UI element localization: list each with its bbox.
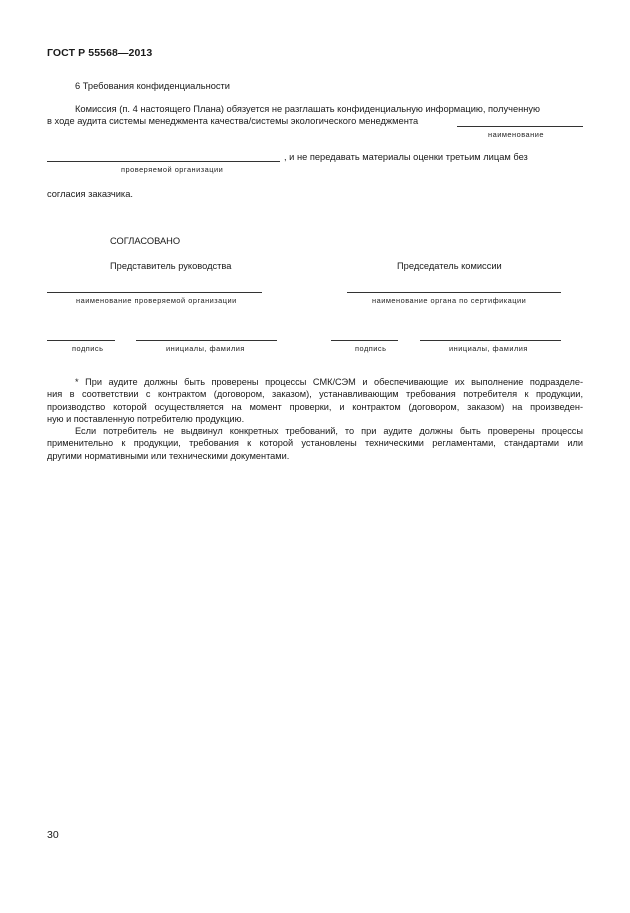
right-name-line xyxy=(420,340,561,341)
left-sign-line xyxy=(47,340,115,341)
footnote-line: * При аудите должны быть проверены процессы СМК/СЭМ и обеспечивающие их выполнение подразделе- xyxy=(75,377,583,387)
paragraph-line-2: в ходе аудита системы менеджмента качества/системы экологического менеджмента xyxy=(47,116,419,126)
footnote-line: ную и поставленную потребителю продукцию. xyxy=(47,413,245,424)
footnote-line: ния в соответствии с контрактом (договором, заказом), устанавливающим требования потребителя к продукции, xyxy=(47,389,583,400)
left-sign-caption: подпись xyxy=(72,344,104,353)
right-org-caption: наименование органа по сертификации xyxy=(372,296,527,305)
paragraph-line-1: Комиссия (п. 4 настоящего Плана) обязуется не разглашать конфиденциальную информацию, полученную xyxy=(75,104,540,114)
caption-organization: проверяемой организации xyxy=(121,165,224,174)
left-org-line xyxy=(47,292,262,293)
right-sign-line xyxy=(331,340,398,341)
blank-line-name xyxy=(457,126,583,127)
footnote-line: другими нормативными или техническими документами. xyxy=(47,450,290,461)
blank-line-organization xyxy=(47,161,280,162)
right-org-line xyxy=(347,292,561,293)
page-number: 30 xyxy=(47,829,59,841)
approval-title: СОГЛАСОВАНО xyxy=(110,236,181,246)
footnote-line: Если потребитель не выдвинул конкретных требований, то при аудите должны быть проверены процессы xyxy=(75,426,583,437)
left-name-line xyxy=(136,340,277,341)
paragraph-line-4: согласия заказчика. xyxy=(47,189,133,199)
footnote-line: применительно к продукции, требования к которой установлены техническими регламентами, стандартами или xyxy=(47,438,583,449)
left-org-caption: наименование проверяемой организации xyxy=(76,296,237,305)
footnote-line: производство которой осуществляется на момент проверки, и контрактом (договором, заказом) на произведен- xyxy=(47,401,583,412)
right-role-label: Председатель комиссии xyxy=(397,261,502,271)
left-role-label: Представитель руководства xyxy=(110,261,232,271)
right-sign-caption: подпись xyxy=(355,344,387,353)
paragraph-line-3: , и не передавать материалы оценки третьим лицам без xyxy=(284,152,528,162)
caption-name: наименование xyxy=(488,130,544,139)
left-name-caption: инициалы, фамилия xyxy=(166,344,245,353)
right-name-caption: инициалы, фамилия xyxy=(449,344,528,353)
footnote xyxy=(47,376,583,462)
document-header: ГОСТ Р 55568—2013 xyxy=(47,47,153,59)
section-title: 6 Требования конфиденциальности xyxy=(75,81,231,91)
